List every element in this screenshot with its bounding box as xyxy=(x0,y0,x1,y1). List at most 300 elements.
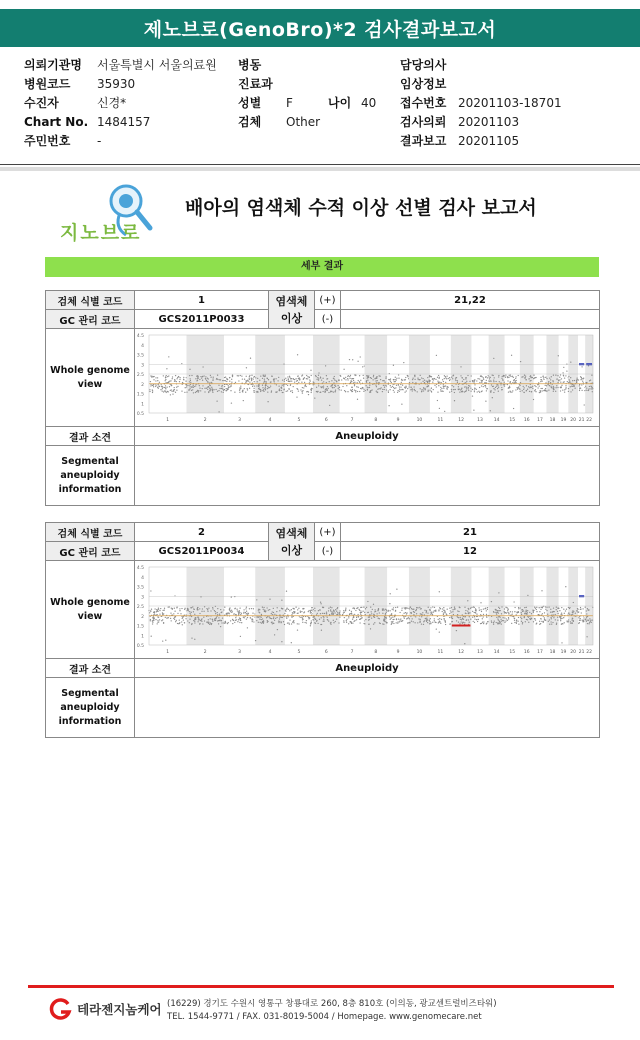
genome-view-label-text: Whole genome view xyxy=(50,596,130,622)
cnv-point xyxy=(423,390,424,391)
cnv-point xyxy=(162,387,163,388)
cnv-point xyxy=(355,610,356,611)
cnv-point xyxy=(341,379,342,380)
cnv-point xyxy=(217,379,218,380)
cnv-point xyxy=(168,606,169,607)
cnv-point xyxy=(412,390,413,391)
cnv-point xyxy=(301,611,302,612)
cnv-point xyxy=(422,378,423,379)
y-tick-label: 2 xyxy=(141,382,144,388)
cnv-point xyxy=(524,607,525,608)
cnv-point xyxy=(213,389,214,390)
cnv-point xyxy=(365,614,366,615)
cnv-point xyxy=(210,622,211,623)
cnv-point xyxy=(469,385,470,386)
cnv-point xyxy=(181,390,182,391)
cnv-point xyxy=(434,610,435,611)
cnv-point xyxy=(465,382,466,383)
cnv-point xyxy=(457,382,458,383)
cnv-point xyxy=(459,391,460,392)
cnv-point xyxy=(429,376,430,377)
cnv-point xyxy=(429,389,430,390)
cnv-point xyxy=(555,375,556,376)
cnv-point xyxy=(329,381,330,382)
cnv-point xyxy=(354,389,355,390)
cnv-point xyxy=(455,377,456,378)
cnv-point xyxy=(438,385,439,386)
cnv-point xyxy=(383,624,384,625)
cnv-point xyxy=(204,388,205,389)
cnv-point xyxy=(420,619,421,620)
cnv-point xyxy=(551,376,552,377)
cnv-point xyxy=(454,607,455,608)
cnv-point xyxy=(443,614,444,615)
cnv-point xyxy=(241,613,242,614)
cnv-point xyxy=(232,623,233,624)
cnv-point xyxy=(312,619,313,620)
cnv-point xyxy=(260,375,261,376)
chromosome-label: 10 xyxy=(416,418,423,423)
cnv-point xyxy=(406,390,407,391)
cnv-point xyxy=(168,382,169,383)
cnv-point xyxy=(190,382,191,383)
chromosome-label: 8 xyxy=(374,418,378,423)
cnv-point xyxy=(355,390,356,391)
cnv-point xyxy=(215,389,216,390)
cnv-point xyxy=(515,381,516,382)
cnv-point xyxy=(288,389,289,390)
cnv-point xyxy=(268,609,269,610)
cnv-point xyxy=(308,617,309,618)
cnv-point xyxy=(362,611,363,612)
cnv-point xyxy=(172,393,173,394)
cnv-point xyxy=(368,617,369,618)
cnv-point xyxy=(253,608,254,609)
cnv-point xyxy=(412,382,413,383)
cnv-point xyxy=(162,390,163,391)
cnv-point xyxy=(487,377,488,378)
cnv-point xyxy=(542,607,543,608)
cnv-point xyxy=(233,613,234,614)
cnv-point xyxy=(576,381,577,382)
cnv-point xyxy=(313,381,314,382)
cnv-point xyxy=(465,377,466,378)
cnv-point xyxy=(479,382,480,383)
cnv-point xyxy=(262,618,263,619)
cnv-point xyxy=(169,606,170,607)
cnv-point xyxy=(561,378,562,379)
y-tick-label: 1.5 xyxy=(136,392,144,398)
age-value: 40 xyxy=(361,96,377,110)
cnv-point xyxy=(464,616,465,617)
cnv-point xyxy=(581,612,582,613)
cnv-point xyxy=(530,377,531,378)
cnv-point xyxy=(250,358,251,359)
cnv-point xyxy=(371,389,372,390)
cnv-point xyxy=(357,399,358,400)
cnv-point xyxy=(474,384,475,385)
cnv-point xyxy=(544,617,545,618)
cnv-point xyxy=(550,621,551,622)
cnv-point xyxy=(344,390,345,391)
cnv-point xyxy=(436,628,437,629)
cnv-point xyxy=(252,612,253,613)
cnv-point xyxy=(173,613,174,614)
cnv-point xyxy=(486,617,487,618)
cnv-point xyxy=(339,387,340,388)
cnv-point xyxy=(318,378,319,379)
cnv-point xyxy=(416,609,417,610)
cnv-point xyxy=(546,610,547,611)
cnv-point xyxy=(382,613,383,614)
cnv-point xyxy=(284,624,285,625)
cnv-point xyxy=(291,623,292,624)
cnv-point xyxy=(449,613,450,614)
cnv-point xyxy=(247,380,248,381)
cnv-point xyxy=(535,391,536,392)
cnv-point xyxy=(432,379,433,380)
cnv-point xyxy=(407,618,408,619)
cnv-point xyxy=(392,386,393,387)
cnv-point xyxy=(273,617,274,618)
cnv-point xyxy=(362,366,363,367)
cnv-point xyxy=(349,359,350,360)
cnv-point xyxy=(525,375,526,376)
cnv-point xyxy=(457,616,458,617)
cnv-point xyxy=(503,620,504,621)
cnv-point xyxy=(590,385,591,386)
cnv-point xyxy=(246,381,247,382)
cnv-point xyxy=(391,621,392,622)
cnv-point xyxy=(237,610,238,611)
cnv-point xyxy=(431,612,432,613)
finding-label: 결과 소견 xyxy=(46,659,135,678)
sex-value: F xyxy=(286,96,293,110)
cnv-point xyxy=(553,607,554,608)
genome-view-cell xyxy=(135,329,600,427)
cnv-point xyxy=(322,613,323,614)
cnv-point xyxy=(401,607,402,608)
cnv-point xyxy=(352,359,353,360)
dept-label: 진료과 xyxy=(238,77,273,91)
cnv-point xyxy=(559,610,560,611)
cnv-point xyxy=(267,388,268,389)
cnv-point xyxy=(560,387,561,388)
gain-chromosomes: 21,22 xyxy=(341,291,600,310)
cnv-point xyxy=(560,618,561,619)
whole-genome-plot xyxy=(135,329,599,423)
cnv-point xyxy=(551,618,552,619)
cnv-point xyxy=(308,391,309,392)
cnv-point xyxy=(384,389,385,390)
cnv-point xyxy=(331,380,332,381)
cnv-point xyxy=(369,616,370,617)
cnv-point xyxy=(496,617,497,618)
cnv-point xyxy=(345,391,346,392)
cnv-point xyxy=(238,619,239,620)
cnv-point xyxy=(580,376,581,377)
specimen-value: Other xyxy=(286,115,321,129)
cnv-point xyxy=(446,613,447,614)
gain-chromosomes: 21 xyxy=(341,523,600,542)
cnv-point xyxy=(166,392,167,393)
cnv-point xyxy=(217,612,218,613)
chromosome-label: 19 xyxy=(560,418,567,423)
cnv-point xyxy=(553,391,554,392)
cnv-point xyxy=(588,390,589,391)
cnv-point xyxy=(264,378,265,379)
cnv-point xyxy=(377,380,378,381)
chart-no-label: Chart No. xyxy=(24,115,89,129)
cnv-point xyxy=(568,607,569,608)
cnv-point xyxy=(470,619,471,620)
cnv-point xyxy=(175,392,176,393)
cnv-point xyxy=(330,624,331,625)
cnv-point xyxy=(532,388,533,389)
cnv-point xyxy=(430,607,431,608)
cnv-point xyxy=(564,391,565,392)
cnv-point xyxy=(258,384,259,385)
cnv-point xyxy=(189,386,190,387)
cnv-point xyxy=(502,380,503,381)
cnv-point xyxy=(176,387,177,388)
cnv-point xyxy=(445,624,446,625)
cnv-point xyxy=(544,612,545,613)
cnv-point xyxy=(239,387,240,388)
cnv-point xyxy=(417,378,418,379)
cnv-point xyxy=(452,609,453,610)
cnv-point xyxy=(423,388,424,389)
cnv-point xyxy=(383,380,384,381)
cnv-point xyxy=(479,392,480,393)
cnv-point xyxy=(514,382,515,383)
cnv-point xyxy=(318,375,319,376)
cnv-point xyxy=(265,389,266,390)
cnv-point xyxy=(556,385,557,386)
cnv-point xyxy=(376,376,377,377)
cnv-point xyxy=(164,390,165,391)
cnv-point xyxy=(493,611,494,612)
cnv-point xyxy=(343,622,344,623)
segmental-label xyxy=(46,678,135,738)
cnv-point xyxy=(333,610,334,611)
cnv-point xyxy=(414,375,415,376)
cnv-point xyxy=(234,608,235,609)
cnv-point xyxy=(333,622,334,623)
cnv-point xyxy=(284,381,285,382)
cnv-point xyxy=(157,377,158,378)
cnv-point xyxy=(509,382,510,383)
cnv-point xyxy=(302,387,303,388)
cnv-point xyxy=(568,388,569,389)
cnv-point xyxy=(431,387,432,388)
chromosome-label: 7 xyxy=(350,418,354,423)
cnv-point xyxy=(477,378,478,379)
cnv-point xyxy=(526,611,527,612)
cnv-point xyxy=(512,382,513,383)
cnv-point xyxy=(246,618,247,619)
cnv-point xyxy=(279,389,280,390)
cnv-point xyxy=(547,614,548,615)
cnv-point xyxy=(472,617,473,618)
cnv-point xyxy=(500,619,501,620)
cnv-point xyxy=(179,379,180,380)
plus-label: (+) xyxy=(315,291,341,310)
cnv-point xyxy=(514,611,515,612)
cnv-point xyxy=(296,380,297,381)
cnv-point xyxy=(301,391,302,392)
cnv-point xyxy=(414,389,415,390)
cnv-point xyxy=(207,611,208,612)
cnv-point xyxy=(319,610,320,611)
cnv-point xyxy=(404,387,405,388)
cnv-point xyxy=(483,616,484,617)
cnv-point xyxy=(210,377,211,378)
cnv-point xyxy=(193,608,194,609)
cnv-point xyxy=(535,608,536,609)
cnv-point xyxy=(380,388,381,389)
cnv-point xyxy=(339,389,340,390)
cnv-point xyxy=(440,387,441,388)
cnv-point xyxy=(365,385,366,386)
cnv-point xyxy=(165,385,166,386)
cnv-point xyxy=(543,375,544,376)
cnv-point xyxy=(391,613,392,614)
cnv-point xyxy=(453,389,454,390)
cnv-point xyxy=(589,622,590,623)
cnv-point xyxy=(468,390,469,391)
cnv-point xyxy=(365,390,366,391)
cnv-point xyxy=(444,375,445,376)
cnv-point xyxy=(237,621,238,622)
cnv-point xyxy=(510,376,511,377)
cnv-point xyxy=(186,385,187,386)
cnv-point xyxy=(229,610,230,611)
cnv-point xyxy=(292,622,293,623)
cnv-point xyxy=(316,387,317,388)
cnv-point xyxy=(320,392,321,393)
cnv-point xyxy=(498,607,499,608)
cnv-point xyxy=(415,616,416,617)
cnv-point xyxy=(570,386,571,387)
cnv-point xyxy=(507,612,508,613)
accession-value: 20201103-18701 xyxy=(458,96,562,110)
cnv-point xyxy=(350,389,351,390)
cnv-point xyxy=(452,611,453,612)
cnv-point xyxy=(275,378,276,379)
cnv-point xyxy=(438,622,439,623)
cnv-point xyxy=(427,612,428,613)
cnv-point xyxy=(245,392,246,393)
cnv-point xyxy=(208,392,209,393)
cnv-point xyxy=(241,375,242,376)
cnv-point xyxy=(449,617,450,618)
cnv-point xyxy=(498,376,499,377)
cnv-point xyxy=(375,611,376,612)
cnv-point xyxy=(162,610,163,611)
cnv-point xyxy=(527,619,528,620)
chromosome-label: 18 xyxy=(549,650,556,655)
cnv-point xyxy=(484,608,485,609)
cnv-point xyxy=(493,381,494,382)
cnv-point xyxy=(438,378,439,379)
cnv-point xyxy=(443,386,444,387)
cnv-point xyxy=(171,391,172,392)
cnv-point xyxy=(303,379,304,380)
cnv-point xyxy=(174,617,175,618)
cnv-point xyxy=(434,618,435,619)
cnv-point xyxy=(189,375,190,376)
cnv-point xyxy=(208,607,209,608)
cnv-point xyxy=(299,378,300,379)
cnv-point xyxy=(505,377,506,378)
cnv-point xyxy=(389,610,390,611)
cnv-point xyxy=(585,619,586,620)
cnv-point xyxy=(320,613,321,614)
cnv-point xyxy=(548,381,549,382)
cnv-point xyxy=(486,623,487,624)
cnv-point xyxy=(226,381,227,382)
cnv-point xyxy=(160,389,161,390)
cnv-point xyxy=(287,376,288,377)
cnv-point xyxy=(563,375,564,376)
cnv-point xyxy=(268,616,269,617)
logo-text: 지노브로 xyxy=(60,222,142,244)
cnv-point xyxy=(318,372,319,373)
chromosome-label: 19 xyxy=(560,650,567,655)
plus-label: (+) xyxy=(315,523,341,542)
cnv-point xyxy=(541,590,542,591)
cnv-point xyxy=(283,621,284,622)
cnv-point xyxy=(219,619,220,620)
cnv-point xyxy=(564,389,565,390)
cnv-point xyxy=(165,640,166,641)
abnormality-label xyxy=(269,523,315,561)
cnv-point xyxy=(405,608,406,609)
cnv-point xyxy=(443,618,444,619)
cnv-point xyxy=(177,623,178,624)
cnv-point xyxy=(470,387,471,388)
y-tick-label: 3.5 xyxy=(136,353,144,359)
cnv-point xyxy=(451,607,452,608)
cnv-point xyxy=(302,619,303,620)
cnv-point xyxy=(306,622,307,623)
cnv-point xyxy=(545,388,546,389)
cnv-point xyxy=(435,622,436,623)
cnv-point xyxy=(222,389,223,390)
cnv-point xyxy=(576,610,577,611)
cnv-point xyxy=(318,610,319,611)
cnv-point xyxy=(293,378,294,379)
cnv-point xyxy=(224,607,225,608)
cnv-point xyxy=(527,610,528,611)
cnv-point xyxy=(493,624,494,625)
cnv-point xyxy=(371,611,372,612)
cnv-point xyxy=(271,613,272,614)
cnv-point xyxy=(193,385,194,386)
minus-label: (-) xyxy=(315,542,341,561)
cnv-point xyxy=(290,385,291,386)
y-tick-label: 4 xyxy=(141,343,144,349)
cnv-point xyxy=(474,389,475,390)
age-label: 나이 xyxy=(328,96,352,110)
cnv-point xyxy=(459,606,460,607)
cnv-point xyxy=(290,380,291,381)
cnv-point xyxy=(329,405,330,406)
cnv-point xyxy=(206,388,207,389)
genome-view-label-text: Whole genome view xyxy=(50,364,130,390)
cnv-point xyxy=(343,610,344,611)
